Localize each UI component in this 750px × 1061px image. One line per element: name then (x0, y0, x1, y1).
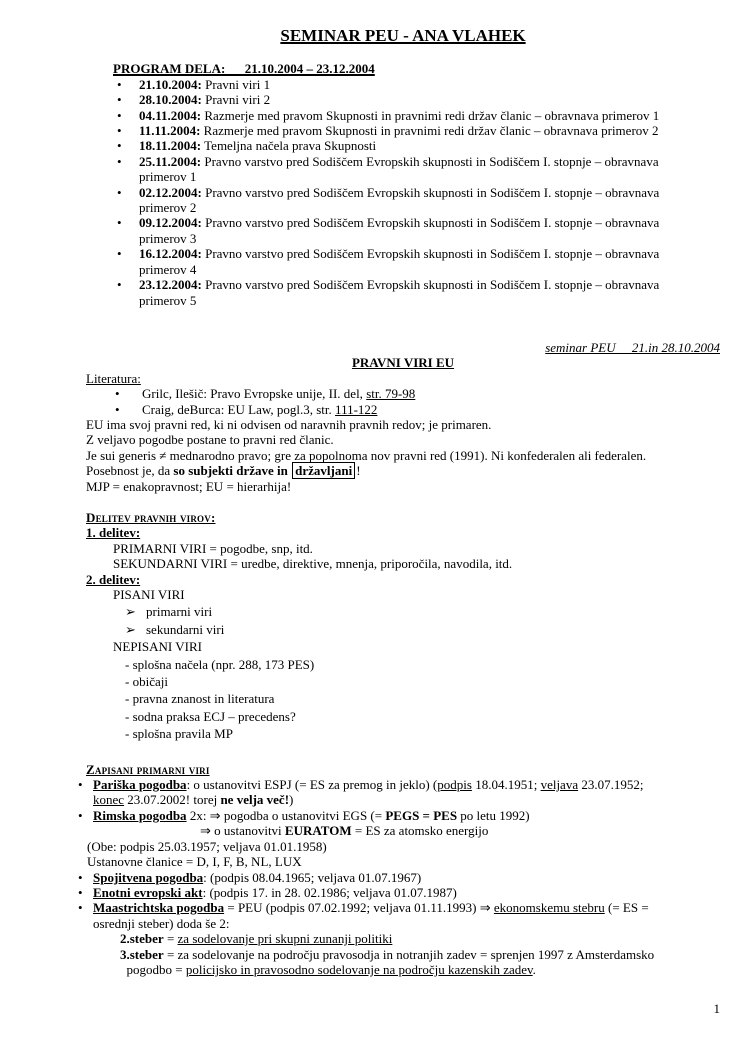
text-segment: primerov 2 (139, 200, 197, 216)
text-segment: državljani (292, 462, 355, 479)
line-content (139, 277, 734, 308)
dash-item (125, 709, 734, 724)
text-segment: za sodelovanje pri skupni zunanji politiki (177, 931, 393, 947)
paragraph (86, 417, 734, 432)
text-segment: sekundarni viri (146, 621, 225, 637)
dash-item (125, 691, 734, 706)
text-segment: PRIMARNI VIRI = pogodbe, snp, itd. (113, 540, 313, 556)
text-segment: po letu 1992) (457, 807, 530, 823)
text-segment: SEMINAR PEU - ANA VLAHEK (280, 26, 526, 45)
text-segment: 23.07.2002! torej (124, 792, 221, 808)
text-segment: Je sui generis ≠ mednarodno pravo; gre za popolnoma nov pravni red (1991). Ni konfederalen ali federalen. (86, 447, 647, 463)
text-segment: 02.12.2004: (139, 184, 202, 200)
text-segment: veljava (540, 777, 579, 793)
arrow-bullet-icon: ➢ (125, 604, 136, 620)
text-segment: 28.10.2004: (139, 92, 202, 108)
heading-delitev (86, 510, 734, 525)
line-content (139, 138, 734, 153)
line-content (139, 92, 734, 107)
text-segment: Literatura: (86, 370, 141, 386)
text-segment: 1 (713, 1001, 720, 1017)
text-segment: 16.12.2004: (139, 246, 202, 262)
text-segment: 2. delitev: (86, 571, 141, 587)
paragraph (86, 463, 734, 478)
line-content (93, 885, 734, 900)
heading-zapisani (86, 762, 734, 777)
bullet-icon: • (117, 215, 122, 231)
program-item (117, 246, 734, 277)
line-content (139, 215, 734, 246)
text-segment: 23.12.2004: (139, 277, 202, 293)
bullet-icon: • (117, 153, 122, 169)
bullet-icon: • (117, 138, 122, 154)
page-number (86, 1001, 720, 1016)
text-segment: seminar PEU 21.in 28.10.2004 (545, 339, 720, 355)
line-content (139, 246, 734, 277)
text-segment: . (532, 961, 536, 977)
text-segment: konec (93, 792, 125, 808)
text-segment: 09.12.2004: (139, 215, 202, 231)
program-item (117, 92, 734, 107)
subheading-2-delitev (86, 572, 734, 587)
steber-line (120, 947, 734, 978)
text-segment: 2.steber (120, 931, 164, 947)
section-title (86, 355, 720, 370)
bullet-icon: • (78, 884, 83, 900)
program-item (117, 185, 734, 216)
text-segment: Temeljna načela prava Skupnosti (201, 138, 377, 154)
program-item (117, 277, 734, 308)
line-content (146, 622, 734, 637)
text-segment: = PEU (podpis 07.02.1992; veljava 01.11.1993) ⇒ (224, 900, 494, 916)
bullet-icon: • (78, 869, 83, 885)
bullet-icon: • (117, 184, 122, 200)
text-segment: primerov 1 (139, 169, 197, 185)
arrow-item (125, 604, 734, 619)
text-segment: 18.04.1951; (471, 777, 541, 793)
treaty-item (78, 870, 734, 885)
line-content (139, 154, 734, 185)
program-item (117, 77, 734, 92)
steber-line (120, 931, 734, 946)
text-segment: Pariška pogodba (93, 777, 187, 793)
treaty-item (78, 808, 734, 823)
dash-item (125, 674, 734, 689)
bullet-icon: • (78, 807, 83, 823)
text-segment: primarni viri (146, 604, 213, 620)
text-segment: = ES za atomsko energijo (351, 823, 489, 839)
paragraph (86, 448, 734, 463)
arrow-item (125, 622, 734, 637)
page-note (86, 340, 720, 355)
text-segment: - pravna znanost in literatura (125, 691, 275, 707)
text-segment: primerov 4 (139, 261, 197, 277)
text-segment: so subjekti države in (173, 463, 292, 479)
text-segment: Pravno varstvo pred Sodiščem Evropskih skupnosti in Sodiščem I. stopnje – obravnava (201, 277, 660, 293)
dash-item (125, 657, 734, 672)
treaty-item (78, 900, 734, 931)
text-segment: Enotni evropski akt (93, 884, 203, 900)
text-segment: Razmerje med pravom Skupnosti in pravnimi redi držav članic – obravnava primerov 2 (200, 123, 659, 139)
program-item (117, 215, 734, 246)
list-line (113, 639, 734, 654)
text-segment: ne velja več! (220, 792, 290, 808)
subheading-1-delitev (86, 525, 734, 540)
text-segment: - splošna pravila MP (125, 726, 233, 742)
line-content (139, 77, 734, 92)
text-segment: : o ustanovitvi ESPJ (= ES za premog in jeklo) ( (186, 777, 438, 793)
program-item (117, 138, 734, 153)
text-segment: 11.11.2004: (139, 123, 201, 139)
text-segment: osrednji steber) doda še 2: (93, 915, 230, 931)
text-segment: MJP = enakopravnost; EU = hierarhija! (86, 478, 292, 494)
text-segment: Ustanovne članice = D, I, F, B, NL, LUX (87, 854, 302, 870)
sub-line (87, 839, 734, 854)
text-segment: (= ES = (604, 900, 649, 916)
text-segment: Pravno varstvo pred Sodiščem Evropskih skupnosti in Sodiščem I. stopnje – obravnava (201, 184, 660, 200)
text-segment: PEGS = PES (385, 807, 458, 823)
arrow-bullet-icon: ➢ (125, 621, 136, 637)
text-segment: Pravno varstvo pred Sodiščem Evropskih skupnosti in Sodiščem I. stopnje – obravnava (201, 246, 660, 262)
text-segment: policijsko in pravosodno sodelovanje na področju kazenskih zadev (185, 961, 533, 977)
text-segment: str. 79-98 (366, 386, 416, 402)
treaty-item (78, 885, 734, 900)
text-segment: - običaji (125, 674, 168, 690)
text-segment: 2x: ⇒ pogodba o ustanovitvi EGS (= (186, 807, 386, 823)
text-segment: 25.11.2004: (139, 153, 202, 169)
line-content (139, 123, 734, 138)
text-segment: - sodna praksa ECJ – precedens? (125, 708, 296, 724)
paragraph (86, 432, 734, 447)
text-segment: ) (289, 792, 294, 808)
text-segment: (Obe: podpis 25.03.1957; veljava 01.01.1958) (87, 838, 327, 854)
paragraph (86, 479, 734, 494)
text-segment: ekonomskemu stebru (493, 900, 605, 916)
text-segment: Pravno varstvo pred Sodiščem Evropskih skupnosti in Sodiščem I. stopnje – obravnava (201, 215, 660, 231)
text-segment: pogodbo = (120, 961, 186, 977)
line-content (146, 604, 734, 619)
text-segment: PRAVNI VIRI EU (351, 355, 455, 371)
program-header (113, 61, 734, 76)
program-item (117, 108, 734, 123)
text-segment: Pravni viri 1 (201, 76, 271, 92)
text-segment: primerov 5 (139, 292, 197, 308)
text-segment: podpis (437, 777, 472, 793)
line-content (93, 808, 734, 823)
line-content (93, 777, 734, 808)
line-content (93, 870, 734, 885)
bullet-icon: • (115, 401, 120, 417)
line-content (142, 402, 734, 417)
bullet-icon: • (117, 107, 122, 123)
literature-item (115, 402, 734, 417)
line-content (139, 185, 734, 216)
text-segment: Delitev pravnih virov: (86, 509, 216, 525)
text-segment: ⇒ o ustanovitvi (200, 823, 285, 839)
text-segment: 04.11.2004: (139, 107, 202, 123)
bullet-icon: • (117, 76, 122, 92)
list-line (113, 587, 734, 602)
text-segment: 111-122 (335, 401, 378, 417)
bullet-icon: • (117, 246, 122, 262)
text-segment: PISANI VIRI (113, 587, 185, 602)
bullet-icon: • (117, 92, 122, 108)
bullet-icon: • (115, 386, 120, 402)
program-item (117, 154, 734, 185)
text-segment: EU ima svoj pravni red, ki ni odvisen od naravnih pravnih redov; je primaren. (86, 416, 492, 432)
text-segment: - splošna načela (npr. 288, 173 PES) (125, 656, 315, 672)
text-segment: 21.10.2004: (139, 76, 202, 92)
dash-item (125, 726, 734, 741)
text-segment: Spojitvena pogodba (93, 869, 204, 885)
program-item (117, 123, 734, 138)
line-content (142, 386, 734, 401)
text-segment: SEKUNDARNI VIRI = uredbe, direktive, mnenja, priporočila, navodila, itd. (113, 556, 513, 572)
sub-line (87, 854, 734, 869)
text-segment: Pravni viri 2 (201, 92, 271, 108)
bullet-icon: • (117, 277, 122, 293)
text-segment: primerov 3 (139, 230, 197, 246)
text-segment: : (podpis 08.04.1965; veljava 01.07.1967) (203, 869, 422, 885)
text-segment: 23.07.1952; (578, 777, 644, 793)
treaty-item (78, 777, 734, 808)
text-segment: Maastrichtska pogodba (93, 900, 225, 916)
bullet-icon: • (78, 777, 83, 793)
bullet-icon: • (117, 123, 122, 139)
text-segment: Craig, deBurca: EU Law, pogl.3, str. (142, 401, 336, 417)
text-segment: NEPISANI VIRI (113, 639, 202, 655)
text-segment: Posebnost je, da (86, 463, 174, 479)
text-segment: 3.steber (120, 946, 164, 962)
literature-label (86, 371, 734, 386)
text-segment: Pravno varstvo pred Sodiščem Evropskih skupnosti in Sodiščem I. stopnje – obravnava (201, 153, 659, 169)
bullet-icon: • (78, 900, 83, 916)
text-segment: 18.11.2004: (139, 138, 202, 154)
text-segment: EURATOM (284, 823, 352, 839)
text-segment: Rimska pogodba (93, 807, 187, 823)
text-segment: PROGRAM DELA: 21.10.2004 – 23.12.2004 (113, 61, 375, 77)
line-content (93, 900, 734, 931)
document-title (86, 28, 720, 43)
text-segment: : (podpis 17. in 28. 02.1986; veljava 01.07.1987) (202, 884, 457, 900)
text-segment: = (163, 931, 178, 947)
text-segment: ! (356, 463, 361, 479)
text-segment: Razmerje med pravom Skupnosti in pravnimi redi držav članic – obravnava primerov 1 (201, 107, 660, 123)
line-content (139, 108, 734, 123)
list-line (113, 556, 734, 571)
text-segment: Zapisani primarni viri (86, 761, 210, 777)
text-segment: = za sodelovanje na področju pravosodja in notranjih zadev = sprenjen 1997 z Amsterdamsko (163, 946, 655, 962)
literature-item (115, 386, 734, 401)
text-segment: Grilc, Ilešič: Pravo Evropske unije, II. del, (142, 386, 367, 402)
text-segment: Z veljavo pogodbe postane to pravni red članic. (86, 432, 334, 448)
sub-line (200, 823, 734, 838)
text-segment: 1. delitev: (86, 525, 141, 541)
list-line (113, 541, 734, 556)
